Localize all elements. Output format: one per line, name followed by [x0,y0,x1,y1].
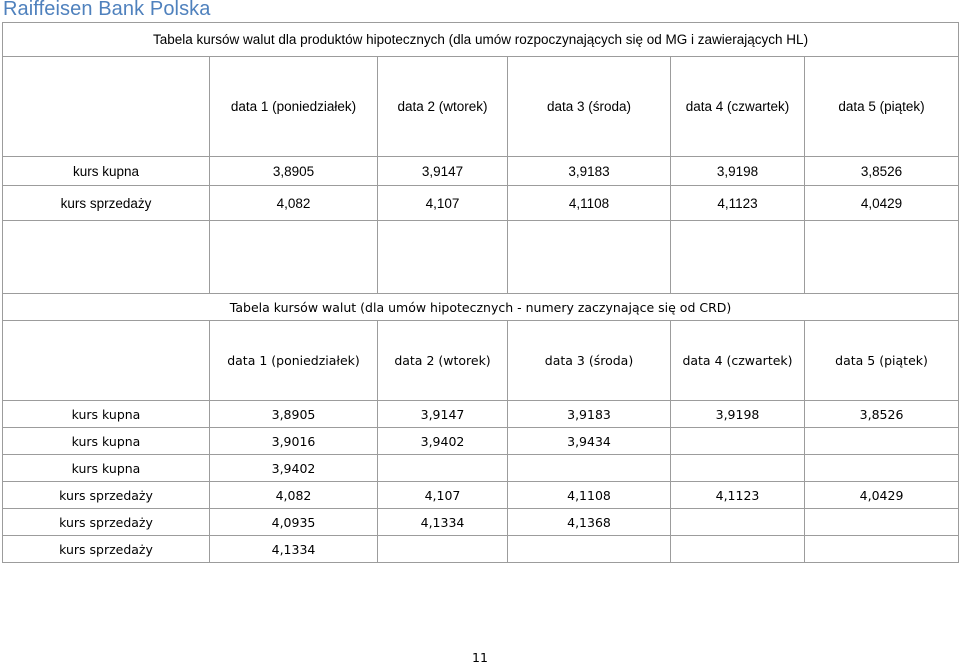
rate-cell: 4,1123 [671,482,805,509]
rate-cell: 3,9198 [671,401,805,428]
page-number: 11 [472,650,488,665]
rate-cell: 4,107 [378,186,508,221]
table-row [3,509,959,536]
column-header: data 3 (środa) [508,57,671,157]
empty-cell [671,221,805,294]
table-title: Tabela kursów walut dla produktów hipotecznych (dla umów rozpoczynających się od MG i zawierających HL) [3,23,959,57]
rate-cell: 3,9147 [378,401,508,428]
rate-cell: 4,082 [210,482,378,509]
row-label: kurs sprzedaży [3,186,210,221]
column-header: data 4 (czwartek) [671,321,805,401]
row-label: kurs sprzedaży [3,509,210,536]
rate-cell: 4,1368 [508,509,671,536]
rate-cell: 4,0429 [805,482,959,509]
rate-cell: 3,9402 [378,428,508,455]
rate-cell [378,455,508,482]
rate-cell: 3,8526 [805,401,959,428]
empty-cell [210,221,378,294]
column-header: data 1 (poniedziałek) [210,57,378,157]
table-row [3,157,959,186]
table-row [3,536,959,563]
rate-cell: 3,9183 [508,401,671,428]
bank-name: Raiffeisen Bank Polska [3,0,211,20]
rate-cell: 4,1334 [210,536,378,563]
column-header: data 1 (poniedziałek) [210,321,378,401]
rate-cell [805,536,959,563]
column-header: data 4 (czwartek) [671,57,805,157]
empty-cell [508,221,671,294]
empty-cell [805,221,959,294]
table-row [3,428,959,455]
table-row [3,186,959,221]
rate-cell [671,536,805,563]
row-label: kurs kupna [3,157,210,186]
rates-table-mg-hl [2,22,959,294]
empty-cell [378,221,508,294]
rate-cell: 3,9402 [210,455,378,482]
rate-cell [805,455,959,482]
row-label: kurs sprzedaży [3,536,210,563]
table-row [3,455,959,482]
table-row [3,401,959,428]
rate-cell: 4,082 [210,186,378,221]
empty-cell [3,221,210,294]
rate-cell: 3,8905 [210,401,378,428]
column-header: data 2 (wtorek) [378,57,508,157]
rate-cell [508,536,671,563]
rate-cell: 4,107 [378,482,508,509]
row-label: kurs kupna [3,401,210,428]
row-label: kurs kupna [3,428,210,455]
rate-cell: 3,8905 [210,157,378,186]
column-header: data 5 (piątek) [805,57,959,157]
row-label: kurs sprzedaży [3,482,210,509]
rate-cell [378,536,508,563]
corner-cell [3,321,210,401]
rate-cell: 4,1334 [378,509,508,536]
rate-cell: 3,8526 [805,157,959,186]
table-row [3,482,959,509]
rate-cell: 3,9147 [378,157,508,186]
rates-table-crd [2,293,959,563]
rate-cell: 4,1108 [508,482,671,509]
column-header: data 5 (piątek) [805,321,959,401]
rate-cell [805,428,959,455]
rate-cell: 4,0935 [210,509,378,536]
rate-cell: 4,1123 [671,186,805,221]
table-title: Tabela kursów walut (dla umów hipotecznych - numery zaczynające się od CRD) [3,294,959,321]
rate-cell: 3,9183 [508,157,671,186]
rate-cell: 4,0429 [805,186,959,221]
rate-cell: 3,9016 [210,428,378,455]
rate-cell [805,509,959,536]
corner-cell [3,57,210,157]
column-header: data 2 (wtorek) [378,321,508,401]
rate-cell [671,509,805,536]
rate-cell: 4,1108 [508,186,671,221]
rate-cell: 3,9198 [671,157,805,186]
rate-cell [671,428,805,455]
rate-cell: 3,9434 [508,428,671,455]
column-header: data 3 (środa) [508,321,671,401]
rate-cell [671,455,805,482]
row-label: kurs kupna [3,455,210,482]
rate-cell [508,455,671,482]
